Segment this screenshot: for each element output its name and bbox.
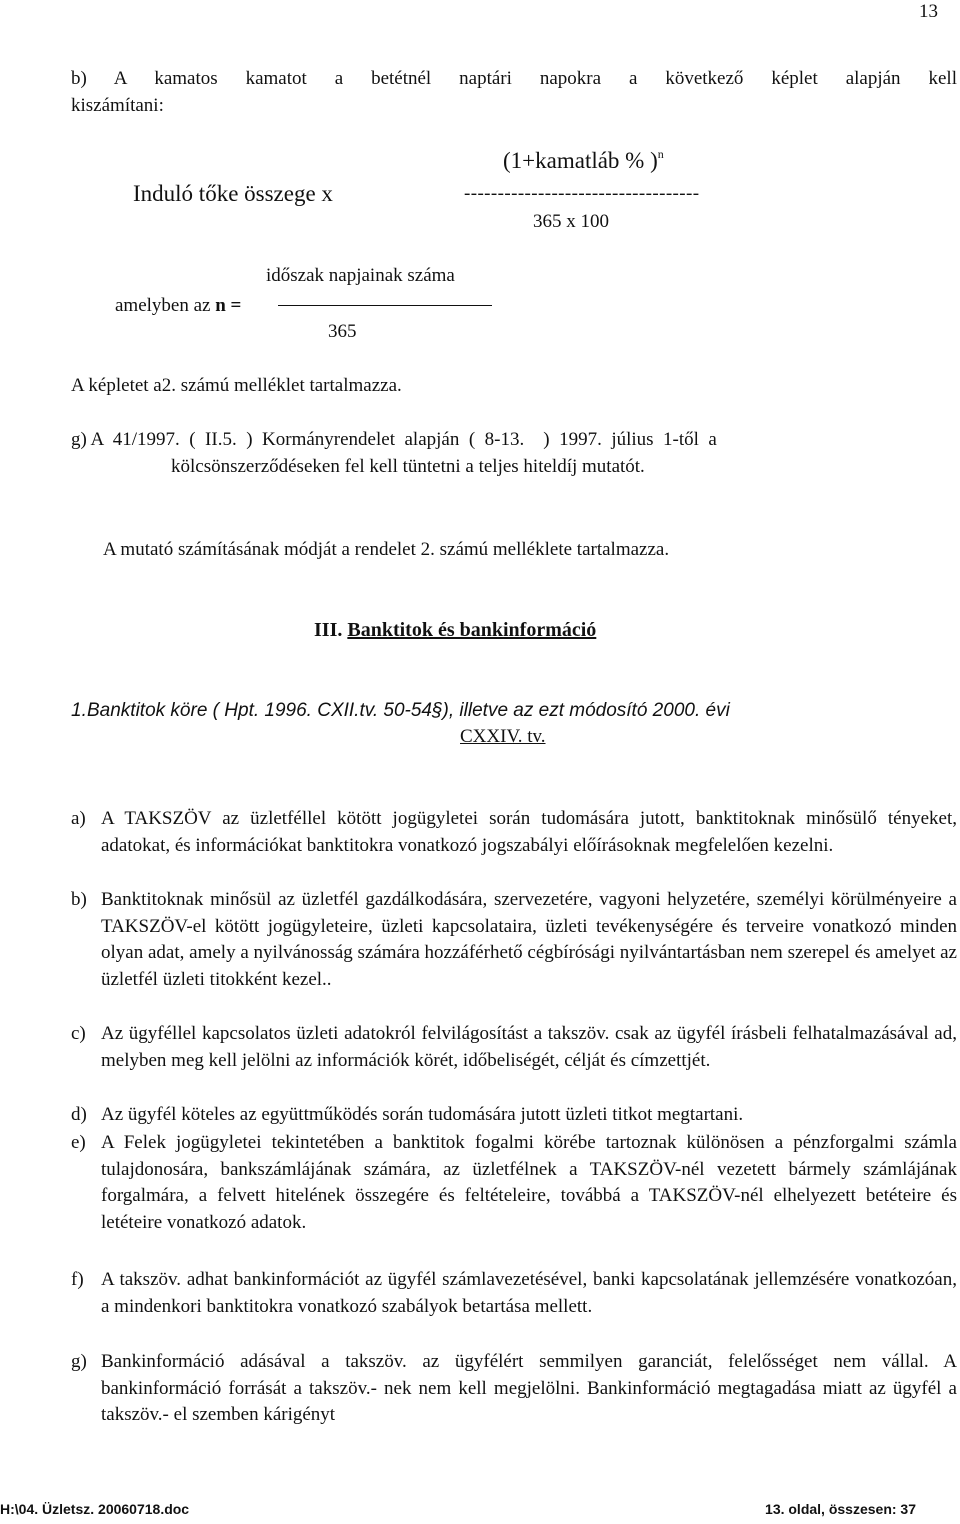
- list-item: [71, 1267, 957, 1320]
- formula-fraction-line: -----------------------------------: [464, 183, 700, 204]
- list-item-text: A TAKSZÖV az üzletféllel kötött jogügyletei során tudomására jutott, banktitoknak minősülő tényeket, adatokat, és információkat banktitokra vonatkozó jogszabályi előírásoknak megfelelően kezelni.: [101, 808, 957, 856]
- formula-left: Induló tőke összege x: [133, 181, 333, 206]
- list-item: [71, 806, 957, 859]
- list-item: [71, 887, 957, 994]
- annex-note: A képletet a2. számú melléklet tartalmazza.: [71, 375, 402, 396]
- list-item-text: A takszöv. adhat bankinformációt az ügyfél számlavezetésével, banki kapcsolatának jellemzésére vonatkozóan, a mindenkori banktitokra vonatkozó szabályok betartása mellett.: [101, 1269, 957, 1317]
- paragraph-b: [71, 66, 957, 119]
- section-heading: III. Banktitok és bankinformáció: [314, 619, 597, 641]
- formula2-fraction-bar: [278, 305, 492, 306]
- list-item-label: a): [71, 808, 86, 829]
- list-item-label: c): [71, 1023, 86, 1044]
- list-item: [71, 1130, 957, 1237]
- paragraph-b-line2: kiszámítani:: [71, 94, 164, 116]
- subsection-title-cont: CXXIV. tv.: [460, 726, 546, 747]
- list-item-label: g): [71, 1351, 87, 1372]
- list-item: [71, 1349, 957, 1429]
- list-item-text: A Felek jogügyletei tekintetében a banktitok fogalmi körébe tartoznak különösen a pénzforgalmi számla tulajdonosára, bankszámlájának számára, az üzletfélnek a TAKSZÖV-nél vezetett bármely számlájának forgalmára, a felvett hitelének összegére és feltételeire, továbbá a TAKSZÖV-nél elhelyezett betéteire és letéteire vonatkozó adatok.: [101, 1132, 957, 1234]
- subsection-title: Banktitok köre ( Hpt. 1996. CXII.tv. 50-54§), illetve az ezt módosító 2000. évi: [87, 700, 730, 721]
- footer-filename: H:\04. Üzletsz. 20060718.doc: [0, 1501, 190, 1517]
- list-item-label: e): [71, 1132, 86, 1153]
- formula-numerator: (1+kamatláb % )$^n$: [503, 147, 664, 173]
- section-title: Banktitok és bankinformáció: [347, 619, 597, 641]
- list-item-label: d): [71, 1104, 87, 1125]
- formula-exponent: n: [657, 147, 664, 161]
- formula2-denominator: 365: [328, 321, 357, 342]
- formula2-left: amelyben az n =: [115, 295, 242, 316]
- indicator-note: A mutató számításának módját a rendelet 2. számú melléklete tartalmazza.: [103, 539, 670, 560]
- list-item-text: Az ügyfél köteles az együttműködés során tudomására jutott üzleti titkot megtartani.: [101, 1104, 744, 1125]
- list-item-text: Bankinformáció adásával a takszöv. az ügyfélért semmilyen garanciát, felelősséget nem vállal. A bankinformáció forrását a takszöv.- nek nem kell megjelölni. Bankinformáció megtagadása miatt az ügyfél a takszöv.- el szemben kárigényt: [101, 1351, 957, 1426]
- formula2-numerator: időszak napjainak száma: [266, 265, 455, 286]
- page-number: 13: [919, 1, 938, 22]
- paragraph-g-line1: g) A 41/1997. ( II.5. ) Kormányrendelet alapján ( 8-13. ) 1997. július 1-től a: [71, 429, 717, 450]
- paragraph-g-line2: kölcsönszerződéseken fel kell tüntetni a teljes hiteldíj mutatót.: [171, 456, 645, 477]
- list-item-label: f): [71, 1269, 84, 1290]
- list-item: [71, 1102, 957, 1129]
- list-item-text: Banktitoknak minősül az üzletfél gazdálkodására, szervezetére, vagyoni helyzetére, személyi körülményeire a TAKSZÖV-el kötött jogügyleteire, üzleti kapcsolataira, üzleti tevékenységére és terveire vonatkozó minden olyan adat, amely a nyilvánosság számára hozzáférhető cégbírósági nyilvántartásban nem szerepel és amelyet az üzletfél üzleti titokként kezel..: [101, 889, 957, 991]
- subsection-number: 1.: [71, 700, 87, 721]
- footer-page-info: 13. oldal, összesen: 37: [765, 1501, 916, 1517]
- list-item-text: Az ügyféllel kapcsolatos üzleti adatokról felvilágosítást a takszöv. csak az ügyfél írásbeli felhatalmazásával ad, melyben meg kell jelölni az információk körét, időbeliségét, célját és címzettjét.: [101, 1023, 957, 1071]
- list-item-label: b): [71, 889, 87, 910]
- paragraph-b-line1: b) A kamatos kamatot a betétnél naptári napokra a következő képlet alapján kell: [71, 68, 957, 89]
- list-item: [71, 1021, 957, 1074]
- formula-denominator: 365 x 100: [533, 211, 609, 232]
